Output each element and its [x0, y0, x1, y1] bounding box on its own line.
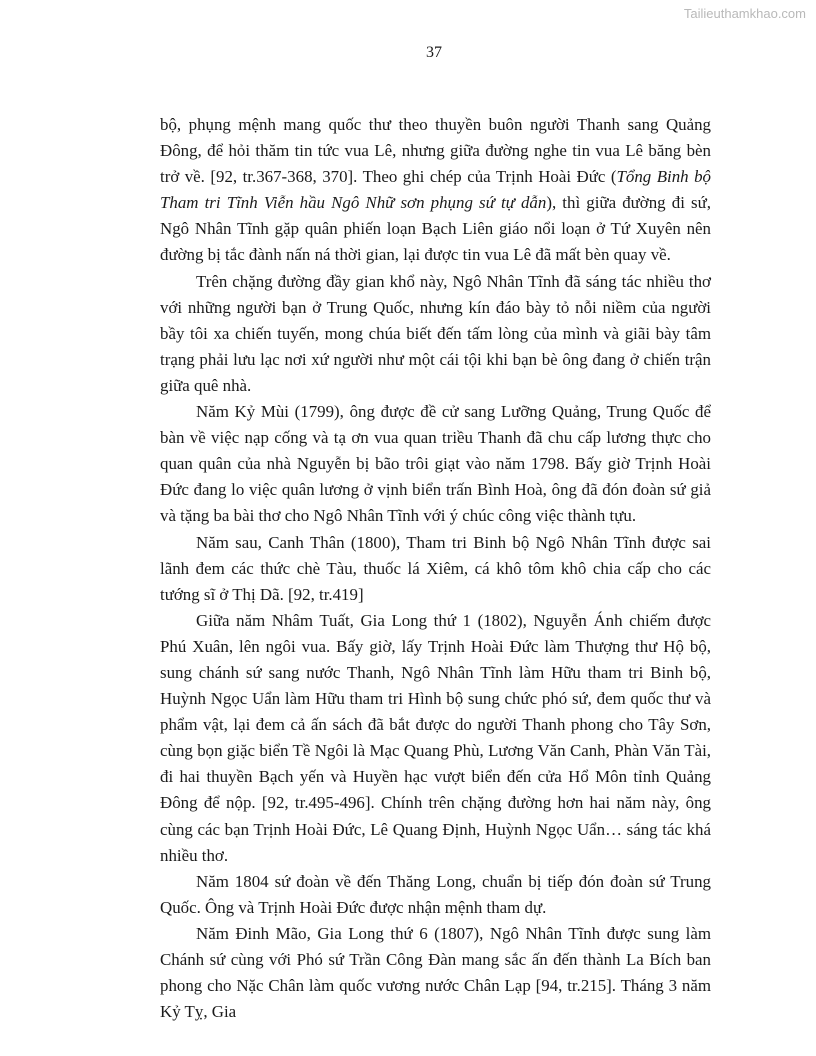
paragraph-1-text-b: ), thì giữa đường đi sứ, Ngô Nhân Tĩnh gặp quân phiến loạn Bạch Liên giáo nổi loạn ở Tứ Xuyên nên đường bị tắc đành nấn ná thời gian, lại được tin vua Lê đã mất bèn quay về.: [160, 193, 711, 265]
document-body: [160, 112, 711, 1025]
page-number: 37: [426, 44, 442, 61]
paragraph-3: Năm Kỷ Mùi (1799), ông được đề cử sang Lưỡng Quảng, Trung Quốc để bàn về việc nạp cống và tạ ơn vua quan triều Thanh đã chu cấp lương thực cho quan quân của nhà Nguyễn bị bão trôi giạt vào năm 1798. Bấy giờ Trịnh Hoài Đức đang lo việc quân lương ở vịnh biển trấn Bình Hoà, ông đã đón đoàn sứ giả và tặng ba bài thơ cho Ngô Nhân Tĩnh với ý chúc công việc thành tựu.: [160, 402, 711, 526]
paragraph-5: Giữa năm Nhâm Tuất, Gia Long thứ 1 (1802), Nguyễn Ánh chiếm được Phú Xuân, lên ngôi vua. Bấy giờ, lấy Trịnh Hoài Đức làm Thượng thư Hộ bộ, sung chánh sứ sang nước Thanh, Ngô Nhân Tĩnh làm Hữu tham tri Binh bộ, Huỳnh Ngọc Uẩn làm Hữu tham tri Hình bộ sung chức phó sứ, đem quốc thư và phẩm vật, lại đem cả ấn sách đã bắt được do người Thanh phong cho Tây Sơn, cùng bọn giặc biển Tề Ngôi là Mạc Quang Phù, Lương Văn Canh, Phàn Văn Tài, đi hai thuyền Bạch yến và Huyền hạc vượt biển đến cửa Hổ Môn tỉnh Quảng Đông để nộp. [92, tr.495-496]. Chính trên chặng đường hơn hai năm này, ông cùng các bạn Trịnh Hoài Đức, Lê Quang Định, Huỳnh Ngọc Uẩn… sáng tác khá nhiều thơ.: [160, 610, 711, 865]
paragraph-1-text-a: bộ, phụng mệnh mang quốc thư theo thuyền buôn người Thanh sang Quảng Đông, để hỏi thăm tin tức vua Lê, nhưng giữa đường nghe tin vua Lê băng bèn trở về. [92, tr.367-368, 370]. Theo ghi chép của Trịnh Hoài Đức (: [160, 115, 711, 187]
paragraph-6: Năm 1804 sứ đoàn về đến Thăng Long, chuẩn bị tiếp đón đoàn sứ Trung Quốc. Ông và Trịnh Hoài Đức được nhận mệnh tham dự.: [160, 871, 711, 917]
paragraph-1-italic-title: Tổng Binh bộ Tham tri Tĩnh Viễn hầu Ngô Nhữ sơn phụng sứ tự dẫn: [160, 167, 712, 213]
paragraph-7: Năm Đinh Mão, Gia Long thứ 6 (1807), Ngô Nhân Tĩnh được sung làm Chánh sứ cùng với Phó sứ Trần Công Đàn mang sắc ấn đến thành La Bích ban phong cho Nặc Chân làm quốc vương nước Chân Lạp [94, tr.215]. Tháng 3 năm Kỷ Tỵ, Gia: [160, 923, 711, 1022]
paragraph-4: Năm sau, Canh Thân (1800), Tham tri Binh bộ Ngô Nhân Tĩnh được sai lãnh đem các thức chè Tàu, thuốc lá Xiêm, cá khô tôm khô chia cấp cho các tướng sĩ ở Thị Dã. [92, tr.419]: [160, 532, 711, 604]
watermark: Tailieuthamkhao.com: [683, 6, 806, 21]
paragraph-1: [160, 112, 711, 269]
paragraph-2: Trên chặng đường đầy gian khổ này, Ngô Nhân Tĩnh đã sáng tác nhiều thơ với những người bạn ở Trung Quốc, nhưng kín đáo bày tỏ nỗi niềm của người bầy tôi xa chiến tuyến, mong chúa biết đến tấm lòng của mình và giãi bày tâm trạng phải lưu lạc nơi xứ người như một cái tội khi bạn bè ông đang ở chiến trận giữa quê nhà.: [160, 271, 711, 395]
